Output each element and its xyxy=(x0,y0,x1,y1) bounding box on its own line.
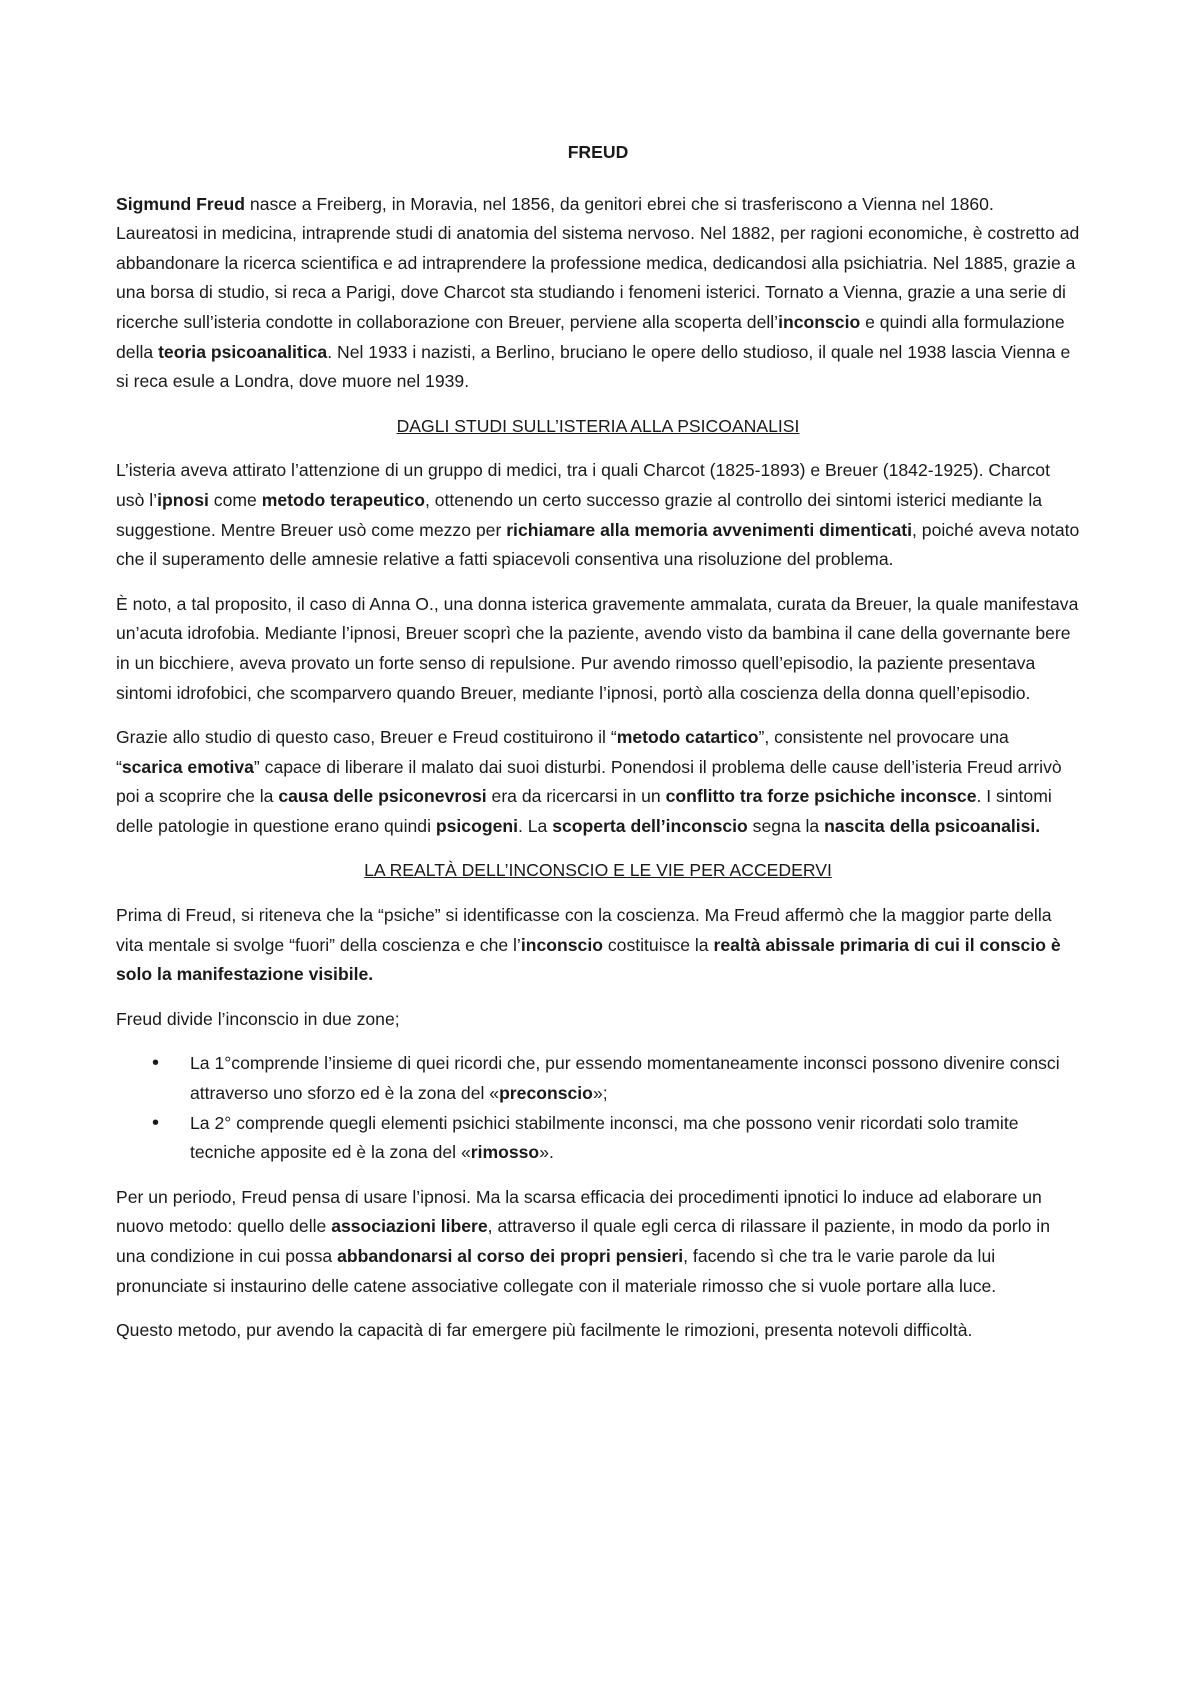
paragraph xyxy=(116,1316,1080,1346)
text-run: L’isteria aveva attirato l’attenzione di un gruppo di medici, tra i quali Charcot (1825-1893) e Breuer (1842-1925). Charcot usò l’ xyxy=(116,460,1050,510)
text-run: Freud divide l’inconscio in due zone; xyxy=(116,1008,400,1029)
bold-text-run: scarica emotiva xyxy=(121,756,254,777)
paragraph xyxy=(116,1183,1080,1301)
bold-text-run: associazioni libere xyxy=(331,1216,488,1237)
bold-text-run: metodo catartico xyxy=(616,727,759,748)
bold-text-run: richiamare alla memoria avvenimenti dimenticati xyxy=(506,519,913,540)
document-title: FREUD xyxy=(567,142,629,162)
text-run: costituisce la xyxy=(602,934,714,955)
text-run: e quindi alla formulazione della xyxy=(116,311,1065,362)
text-run: È noto, a tal proposito, il caso di Anna O., una donna isterica gravemente ammalata, curata da Breuer, la quale manifestava un’acuta idrofobia. Mediante l’ipnosi, Breuer scoprì che la paziente, avendo visto da bambina il cane della governante bere in un bicchiere, aveva provato un forte senso di repulsione. Pur avendo rimosso quell’episodio, la paziente presentava sintomi idrofobici, che scomparvero quando Breuer, mediante l’ipnosi, portò alla coscienza della donna quell’episodio. xyxy=(116,593,1079,703)
bold-text-run: inconscio xyxy=(520,934,603,955)
bold-text-run: abbandonarsi al corso dei propri pensieri xyxy=(337,1246,684,1266)
paragraph xyxy=(116,456,1080,574)
bold-text-run: teoria psicoanalitica xyxy=(158,341,328,362)
bold-text-run: causa delle psiconevrosi xyxy=(278,786,487,807)
text-run: , poiché aveva notato che il superamento delle amnesie relative a fatti spiacevoli consentiva una risoluzione del problema. xyxy=(116,519,1080,570)
text-run: ” capace di liberare il malato dai suoi disturbi. Ponendosi il problema delle cause dell’isteria Freud arrivò poi a scoprire che la xyxy=(116,756,1062,807)
paragraph xyxy=(116,590,1080,708)
text-run: nasce a Freiberg, in Moravia, nel 1856, da genitori ebrei che si trasferiscono a Vienna nel 1860. Laureatosi in medicina, intraprende studi di anatomia del sistema nervoso. Nel 1882, per ragioni economiche, è costretto ad abbandonare la ricerca scientifica e ad intraprendere la professione medica, dedicandosi alla psichiatria. Nel 1885, grazie a una borsa di studio, si reca a Parigi, dove Charcot sta studiando i fenomeni isterici. Tornato a Vienna, grazie a una serie di ricerche sull’isteria condotte in collaborazione con Breuer, perviene alla scoperta dell’ xyxy=(116,193,1080,332)
bold-text-run: metodo terapeutico xyxy=(261,489,425,510)
bold-text-run: ipnosi xyxy=(157,489,209,510)
bold-text-run: conflitto tra forze psichiche inconsce xyxy=(665,786,977,807)
text-run: Prima di Freud, si riteneva che la “psiche” si identificasse con la coscienza. Ma Freud affermò che la maggior parte della vita mentale si svolge “fuori” della coscienza e che l’ xyxy=(116,905,1052,955)
bold-text-run: Sigmund Freud xyxy=(116,193,246,214)
text-run: Questo metodo, pur avendo la capacità di far emergere più facilmente le rimozioni, presenta notevoli difficoltà. xyxy=(116,1320,973,1341)
list-item xyxy=(190,1109,1080,1168)
section-heading: LA REALTÀ DELL’INCONSCIO E LE VIE PER ACCEDERVI xyxy=(364,860,832,881)
paragraph xyxy=(116,1005,1080,1035)
text-run: segna la xyxy=(747,815,825,836)
text-run: . La xyxy=(518,815,553,836)
paragraph xyxy=(116,190,1080,397)
bold-text-run: inconscio xyxy=(778,311,861,332)
section-heading: DAGLI STUDI SULL’ISTERIA ALLA PSICOANALISI xyxy=(396,415,800,436)
text-run: . I sintomi delle patologie in questione erano quindi xyxy=(116,786,1052,836)
paragraph xyxy=(116,901,1080,990)
document-sections xyxy=(116,190,1080,1346)
text-run: La 1°comprende l’insieme di quei ricordi che, pur essendo momentaneamente inconsci possono divenire consci attraverso uno sforzo ed è la zona del « xyxy=(190,1053,1060,1104)
bold-text-run: rimosso xyxy=(470,1142,540,1163)
text-run: , facendo sì che tra le varie parole da lui pronunciate si instaurino delle catene associative collegate con il materiale rimosso che si vuole portare alla luce. xyxy=(116,1246,997,1296)
bold-text-run: scoperta dell’inconscio xyxy=(552,815,748,836)
text-run: . Nel 1933 i nazisti, a Berlino, bruciano le opere dello studioso, il quale nel 1938 lascia Vienna e si reca esule a Londra, dove muore nel 1939. xyxy=(116,341,1071,392)
text-run: La 2° comprende quegli elementi psichici stabilmente inconsci, ma che possono venir ricordati solo tramite tecniche apposite ed è la zona del « xyxy=(190,1112,1019,1163)
list-item xyxy=(190,1049,1080,1108)
bold-text-run: preconscio xyxy=(499,1083,593,1104)
text-run: »; xyxy=(592,1083,608,1104)
paragraph xyxy=(116,723,1080,841)
bold-text-run: psicogeni xyxy=(435,815,518,836)
text-run: ”, consistente nel provocare una “ xyxy=(116,727,1009,777)
text-run: Grazie allo studio di questo caso, Breuer e Freud costituirono il “ xyxy=(116,727,617,748)
text-run: , attraverso il quale egli cerca di rilassare il paziente, in modo da porlo in una condizione in cui possa xyxy=(116,1216,1050,1266)
bold-text-run: nascita della psicoanalisi. xyxy=(824,815,1041,836)
document-body xyxy=(116,138,1080,1361)
text-run: era da ricercarsi in un xyxy=(486,786,666,807)
text-run: Per un periodo, Freud pensa di usare l’ipnosi. Ma la scarsa efficacia dei procedimenti ipnotici lo induce ad elaborare un nuovo metodo: quello delle xyxy=(116,1186,1042,1237)
text-run: come xyxy=(208,489,262,510)
text-run: , ottenendo un certo successo grazie al controllo dei sintomi isterici mediante la suggestione. Mentre Breuer usò come mezzo per xyxy=(116,489,1043,540)
text-run: ». xyxy=(539,1142,554,1163)
bold-text-run: realtà abissale primaria di cui il conscio è solo la manifestazione visibile. xyxy=(116,934,1061,985)
bullet-list xyxy=(116,1049,1080,1167)
